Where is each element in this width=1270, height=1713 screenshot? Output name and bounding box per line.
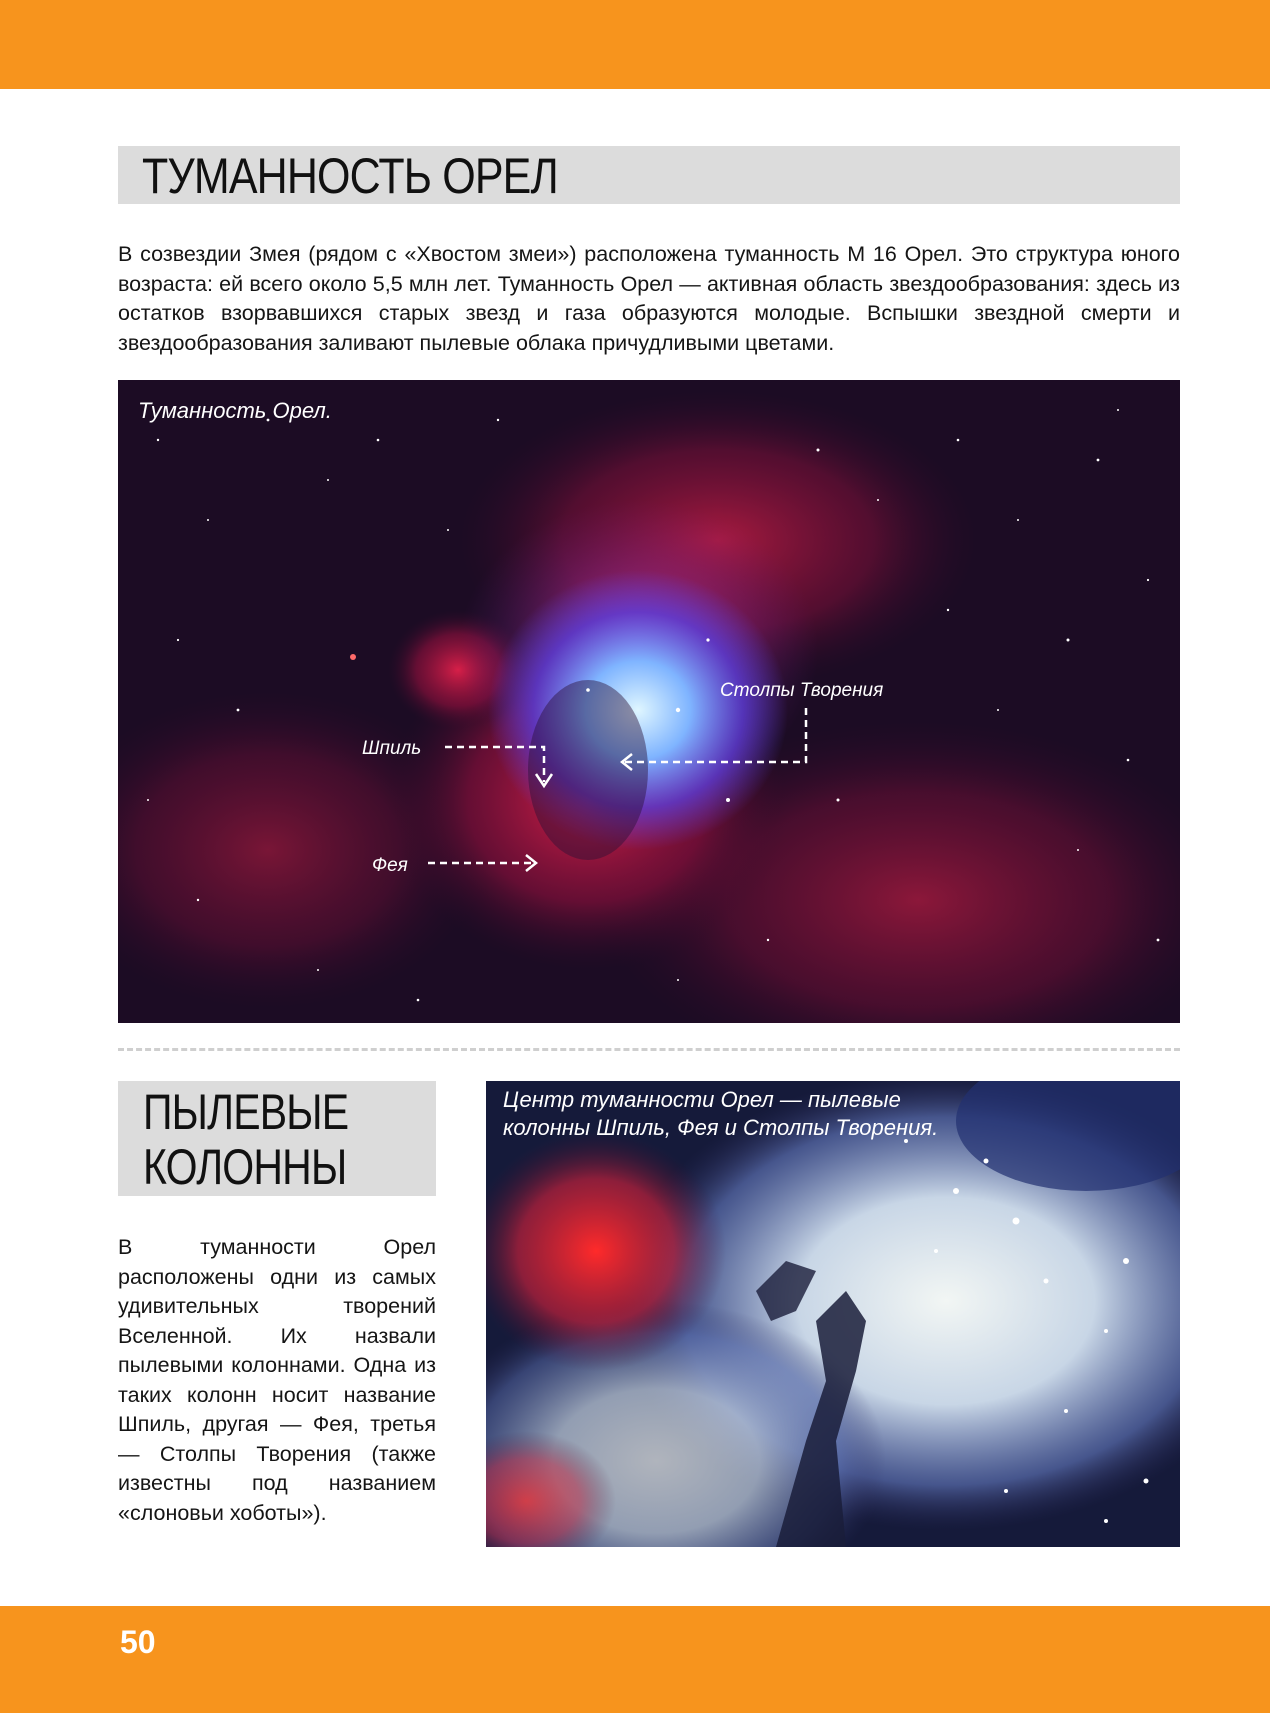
page-number: 50 (120, 1624, 156, 1660)
pillars-caption-line2: колонны Шпиль, Фея и Столпы Творения. (503, 1115, 939, 1140)
intro-paragraph: В созвездии Змея (рядом с «Хвостом змеи») расположена туманность М 16 Орел. Это структура юного возраста: ей всего около 5,5 млн лет. Туманность Орел — активная область звездообразования: здесь из остатков взорвавшихся старых звезд и газа образуются молодые. Вспышки звездной смерти и звездообразования заливают пылевые облака причудливыми цветами. (118, 242, 1180, 355)
pillars-label: Столпы Творения (720, 680, 884, 701)
page-title: ТУМАННОСТЬ ОРЕЛ (142, 148, 558, 204)
spire-label: Шпиль (362, 738, 422, 759)
bottom-accent-bar (0, 1606, 1270, 1713)
section-divider (118, 1048, 1180, 1051)
main-photo-caption: Туманность Орел. (138, 398, 332, 423)
pillars-image (486, 1081, 1180, 1547)
section2-title-line1: ПЫЛЕВЫЕ (143, 1084, 349, 1140)
pillars-caption-line1: Центр туманности Орел — пылевые (503, 1087, 901, 1112)
nebula-image (118, 380, 1180, 1023)
top-accent-bar (0, 0, 1270, 89)
fairy-label: Фея (372, 855, 408, 876)
pillars-photo (486, 1081, 1180, 1547)
section2-body: В туманности Орел расположены одни из самых удивительных творений Вселенной. Их назвали пылевыми колоннами. Одна из таких колонн носит название Шпиль, другая — Фея, третья — Столпы Творения (также известны под названием «слоновьи хоботы»). (118, 1235, 436, 1525)
section2-title-line2: КОЛОННЫ (143, 1139, 347, 1195)
eagle-nebula-photo (118, 380, 1180, 1023)
